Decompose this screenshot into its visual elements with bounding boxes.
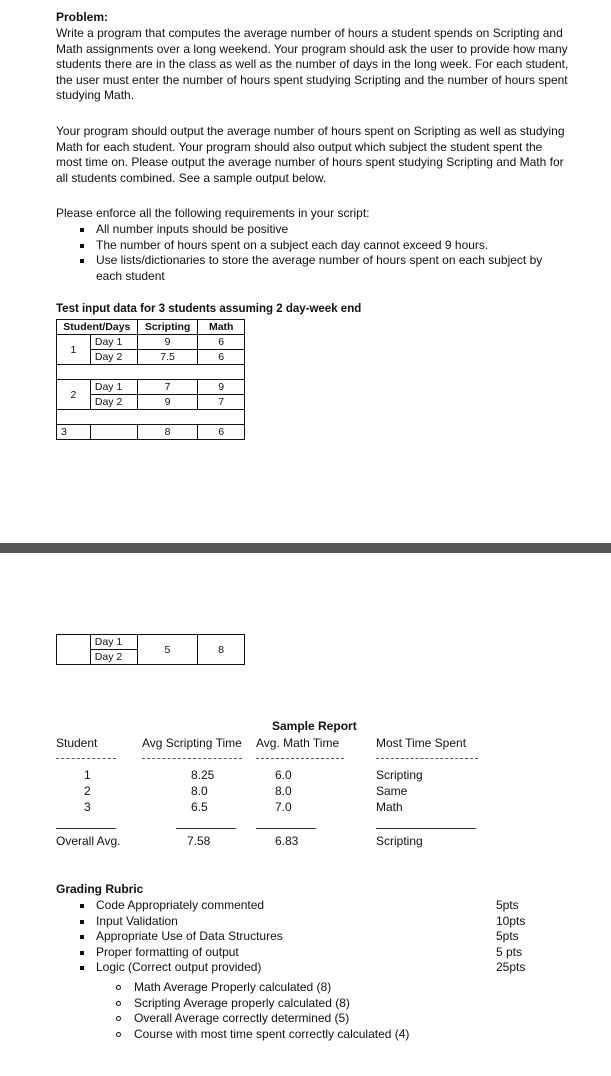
- rubric-subitem: Course with most time spent correctly calculated (4): [112, 1027, 512, 1043]
- day-cell: Day 2: [90, 395, 137, 410]
- day-cell: [90, 425, 137, 440]
- math-cell: 9: [198, 380, 245, 395]
- day-cell: Day 2: [90, 350, 137, 365]
- math-cell: 7: [198, 395, 245, 410]
- math-cell: 8: [198, 635, 245, 665]
- paragraph-line: Math for each student. Your program should also output which subject the student spent the: [56, 139, 543, 154]
- requirement-continuation: each student: [96, 268, 165, 283]
- student-id-cell: 1: [57, 335, 91, 365]
- paragraph-line: Math assignments over a long weekend. Your program should ask the user to provide how many: [56, 41, 568, 56]
- rubric-heading: Grading Rubric: [56, 882, 144, 896]
- test-data-title: Test input data for 3 students assuming 2 day-week end: [56, 303, 362, 315]
- scripting-cell: 7.5: [137, 350, 198, 365]
- math-cell: 6: [198, 335, 245, 350]
- scripting-cell: 7: [137, 380, 198, 395]
- rubric-points-value: 10pts: [496, 913, 526, 928]
- report-overall-scripting: 7.58: [187, 834, 211, 848]
- header-student-days: Student/Days: [57, 320, 138, 335]
- report-student: 1: [84, 768, 91, 782]
- spacer-row: [57, 410, 245, 425]
- report-student: 2: [84, 784, 91, 798]
- report-dash-separator: [376, 758, 478, 759]
- student-id-cell: 2: [57, 380, 91, 410]
- spacer-row: [57, 365, 245, 380]
- spacer-cell: [57, 410, 245, 425]
- spacer-cell: [57, 365, 245, 380]
- student-id-cell: [57, 635, 91, 665]
- math-cell: 6: [198, 425, 245, 440]
- report-most: Math: [376, 800, 403, 814]
- report-total-separator: [56, 828, 116, 829]
- rubric-item: Proper formatting of output: [77, 945, 567, 961]
- math-cell: 6: [198, 350, 245, 365]
- rubric-list: [77, 898, 567, 976]
- rubric-subitem: Math Average Properly calculated (8): [112, 980, 512, 996]
- header-math: Math: [198, 320, 245, 335]
- paragraph-line: most time on. Please output the average number of hours spent studying Scripting and Math for: [56, 155, 564, 170]
- day-cell: Day 2: [90, 650, 137, 665]
- rubric-sublist: [112, 980, 512, 1042]
- student-id-cell: 3: [57, 425, 91, 440]
- report-overall-math: 6.83: [275, 834, 299, 848]
- problem-paragraph-2: [56, 124, 578, 186]
- requirements-list: [77, 222, 567, 284]
- rubric-item: Appropriate Use of Data Structures: [77, 929, 567, 945]
- report-dash-separator: [142, 758, 242, 759]
- report-overall-most: Scripting: [376, 834, 423, 848]
- rubric-subitem: Scripting Average properly calculated (8): [112, 996, 512, 1012]
- report-dash-separator: [256, 758, 344, 759]
- page-divider: [0, 543, 611, 553]
- report-header-student: Student: [56, 736, 98, 750]
- table-row: [57, 380, 245, 395]
- report-scripting: 8.0: [191, 784, 208, 798]
- report-math: 7.0: [275, 800, 292, 814]
- rubric-points-value: 5 pts: [496, 944, 523, 959]
- requirement-item: Use lists/dictionaries to store the average number of hours spent on each subject by: [77, 253, 567, 269]
- requirement-item: The number of hours spent on a subject each day cannot exceed 9 hours.: [77, 238, 567, 254]
- requirements-intro: Please enforce all the following requirements in your script:: [56, 206, 370, 220]
- header-scripting: Scripting: [137, 320, 198, 335]
- table-header-row: [57, 320, 245, 335]
- paragraph-line: studying Math.: [56, 88, 135, 103]
- rubric-item: Input Validation: [77, 914, 567, 930]
- rubric-item: Code Appropriately commented: [77, 898, 567, 914]
- day-cell: Day 1: [90, 335, 137, 350]
- scripting-cell: 5: [137, 635, 198, 665]
- problem-heading: Problem:: [56, 10, 109, 24]
- scripting-cell: 9: [137, 395, 198, 410]
- table-row: [57, 425, 245, 440]
- rubric-points-value: 25pts: [496, 960, 526, 975]
- paragraph-line: all students combined. See a sample output below.: [56, 170, 327, 185]
- report-overall-label: Overall Avg.: [56, 834, 121, 848]
- table-row: [57, 635, 245, 650]
- requirement-item: All number inputs should be positive: [77, 222, 567, 238]
- scripting-cell: 8: [137, 425, 198, 440]
- day-cell: Day 1: [90, 635, 137, 650]
- report-scripting: 8.25: [191, 768, 215, 782]
- rubric-item: Logic (Correct output provided): [77, 960, 567, 976]
- report-header-math: Avg. Math Time: [256, 736, 340, 750]
- rubric-subitem: Overall Average correctly determined (5): [112, 1011, 512, 1027]
- paragraph-line: Write a program that computes the average number of hours a student spends on Scripting and: [56, 26, 563, 40]
- rubric-points-value: 5pts: [496, 898, 519, 912]
- scripting-cell: 9: [137, 335, 198, 350]
- rubric-points-value: 5pts: [496, 929, 519, 944]
- report-math: 8.0: [275, 784, 292, 798]
- report-header-scripting: Avg Scripting Time: [142, 736, 242, 750]
- problem-paragraph-1: [56, 26, 578, 104]
- report-total-separator: [176, 828, 236, 829]
- day-cell: Day 1: [90, 380, 137, 395]
- report-title: Sample Report: [272, 719, 357, 733]
- report-student: 3: [84, 800, 91, 814]
- table-row: [57, 335, 245, 350]
- report-scripting: 6.5: [191, 800, 208, 814]
- paragraph-line: the user must enter the number of hours spent studying Scripting and the number of hours spent: [56, 72, 568, 87]
- test-data-table-continued: [56, 634, 245, 665]
- report-most: Scripting: [376, 768, 423, 782]
- report-total-separator: [256, 828, 316, 829]
- report-dash-separator: [56, 758, 116, 759]
- paragraph-line: Your program should output the average number of hours spent on Scripting as well as studying: [56, 124, 565, 138]
- report-most: Same: [376, 784, 408, 798]
- report-header-most: Most Time Spent: [376, 736, 467, 750]
- report-math: 6.0: [275, 768, 292, 782]
- report-total-separator: [376, 828, 476, 829]
- paragraph-line: students there are in the class as well as the number of days in the long week. For each student,: [56, 57, 569, 72]
- rubric-points: [496, 898, 525, 976]
- test-data-table: [56, 319, 245, 440]
